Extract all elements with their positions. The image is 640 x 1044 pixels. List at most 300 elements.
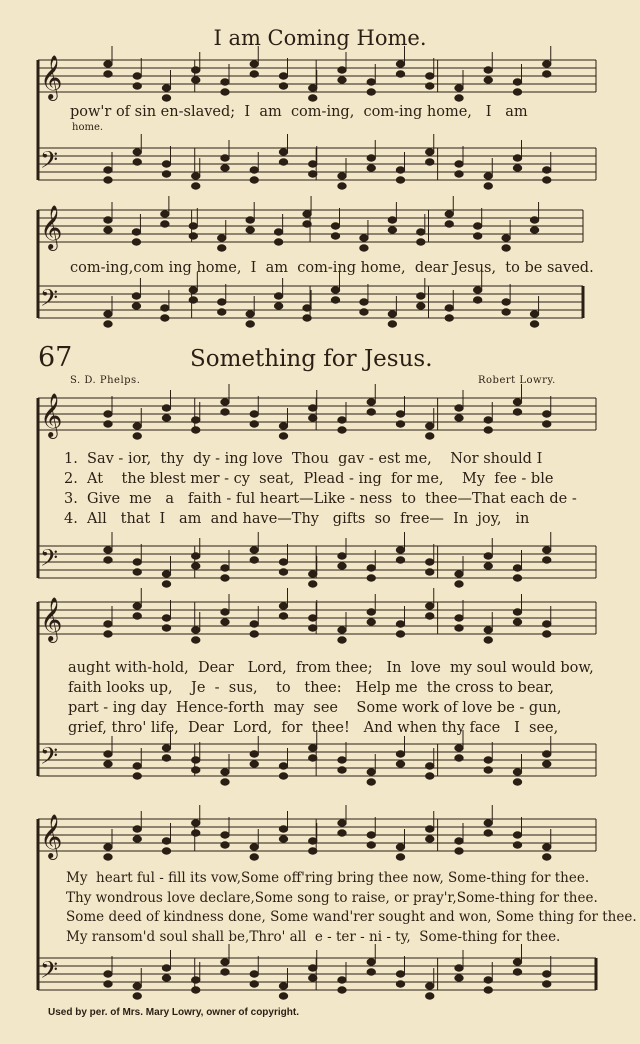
bass-clef-icon: 𝄢: [40, 544, 59, 577]
note-head: [104, 321, 112, 327]
note-head: [250, 411, 258, 417]
note-head: [338, 173, 346, 179]
note-head: [360, 309, 368, 315]
note-head: [513, 89, 521, 95]
note-head: [192, 637, 200, 643]
note-head: [426, 983, 434, 989]
treble-clef-icon: 𝄞: [40, 814, 63, 858]
note-head: [221, 79, 229, 85]
note-head: [396, 421, 404, 427]
note-head: [426, 433, 434, 439]
note-head: [426, 826, 434, 832]
note-head: [530, 227, 538, 233]
note-head: [426, 423, 434, 429]
note-head: [543, 971, 551, 977]
verse-line: Some deed of kindness done, Some wand'rer sought and won, Some thing for thee.: [66, 909, 637, 925]
note-head: [133, 149, 141, 155]
note-head: [426, 613, 434, 619]
note-head: [309, 161, 317, 167]
note-head: [221, 565, 229, 571]
note-head: [133, 423, 141, 429]
note-head: [367, 609, 375, 615]
note-head: [513, 399, 521, 405]
note-head: [367, 575, 375, 581]
note-head: [338, 563, 346, 569]
note-head: [455, 965, 463, 971]
note-head: [543, 981, 551, 987]
note-head: [250, 981, 258, 987]
note-head: [104, 61, 112, 67]
note-head: [162, 571, 170, 577]
note-head: [133, 559, 141, 565]
note-head: [543, 557, 551, 563]
note-head: [104, 71, 112, 77]
note-head: [543, 177, 551, 183]
note-head: [133, 763, 141, 769]
note-head: [543, 71, 551, 77]
note-head: [104, 751, 112, 757]
note-head: [162, 161, 170, 167]
note-head: [303, 305, 311, 311]
note-head: [513, 565, 521, 571]
note-head: [104, 981, 112, 987]
note-head: [279, 73, 287, 79]
note-head: [455, 85, 463, 91]
note-head: [104, 761, 112, 767]
note-head: [309, 615, 317, 621]
note-head: [133, 826, 141, 832]
note-head: [192, 173, 200, 179]
note-head: [484, 417, 492, 423]
note-head: [162, 965, 170, 971]
note-head: [162, 745, 170, 751]
note-head: [484, 173, 492, 179]
note-head: [513, 575, 521, 581]
note-head: [309, 848, 317, 854]
note-head: [367, 769, 375, 775]
note-head: [133, 569, 141, 575]
note-head: [396, 844, 404, 850]
note-head: [426, 993, 434, 999]
top-lyric-extra: home.: [72, 122, 104, 133]
note-head: [279, 983, 287, 989]
note-head: [221, 842, 229, 848]
note-head: [513, 959, 521, 965]
note-head: [473, 233, 481, 239]
note-head: [426, 603, 434, 609]
note-head: [484, 767, 492, 773]
verse-line: grief, thro' life, Dear Lord, for thee! And when thy face I see,: [68, 720, 559, 736]
note-head: [388, 217, 396, 223]
bass-clef-icon: 𝄢: [40, 146, 59, 179]
treble-clef-icon: 𝄞: [40, 205, 63, 249]
top-hymn-title: I am Coming Home.: [213, 26, 427, 50]
note-head: [192, 563, 200, 569]
note-head: [189, 233, 197, 239]
note-head: [338, 757, 346, 763]
note-head: [513, 832, 521, 838]
note-head: [484, 563, 492, 569]
note-head: [455, 171, 463, 177]
note-head: [132, 239, 140, 245]
note-head: [133, 836, 141, 842]
hymn-title: Something for Jesus.: [190, 346, 433, 372]
note-head: [455, 755, 463, 761]
note-head: [250, 167, 258, 173]
note-head: [250, 854, 258, 860]
note-head: [309, 171, 317, 177]
note-head: [338, 820, 346, 826]
note-head: [221, 89, 229, 95]
note-head: [484, 987, 492, 993]
note-head: [445, 315, 453, 321]
note-head: [133, 159, 141, 165]
note-head: [426, 559, 434, 565]
note-head: [331, 223, 339, 229]
note-head: [189, 223, 197, 229]
note-head: [502, 309, 510, 315]
note-head: [250, 751, 258, 757]
note-head: [543, 411, 551, 417]
note-head: [218, 245, 226, 251]
note-head: [104, 631, 112, 637]
note-head: [162, 405, 170, 411]
note-head: [367, 619, 375, 625]
note-head: [455, 848, 463, 854]
note-head: [133, 433, 141, 439]
note-head: [543, 761, 551, 767]
note-head: [513, 619, 521, 625]
note-head: [530, 311, 538, 317]
note-head: [367, 969, 375, 975]
note-head: [192, 977, 200, 983]
note-head: [338, 183, 346, 189]
note-head: [192, 77, 200, 83]
note-head: [513, 609, 521, 615]
note-head: [396, 621, 404, 627]
note-head: [279, 159, 287, 165]
top-lyric-line-2: com-ing,com ing home, I am com-ing home, dear Jesus, to be saved.: [70, 260, 594, 276]
note-head: [104, 557, 112, 563]
note-head: [133, 603, 141, 609]
note-head: [426, 569, 434, 575]
note-head: [309, 95, 317, 101]
note-head: [192, 987, 200, 993]
note-head: [104, 621, 112, 627]
note-head: [246, 217, 254, 223]
treble-clef-icon: 𝄞: [40, 393, 63, 437]
note-head: [484, 67, 492, 73]
note-head: [246, 227, 254, 233]
note-head: [192, 553, 200, 559]
bass-clef-icon: 𝄢: [40, 956, 59, 989]
note-head: [279, 423, 287, 429]
note-head: [396, 167, 404, 173]
note-head: [250, 844, 258, 850]
note-head: [279, 826, 287, 832]
note-head: [189, 287, 197, 293]
note-head: [455, 745, 463, 751]
note-head: [367, 842, 375, 848]
note-head: [309, 625, 317, 631]
note-head: [162, 85, 170, 91]
note-head: [192, 757, 200, 763]
note-head: [221, 575, 229, 581]
note-head: [303, 221, 311, 227]
note-head: [417, 293, 425, 299]
note-head: [338, 637, 346, 643]
note-head: [338, 627, 346, 633]
note-head: [279, 433, 287, 439]
note-head: [309, 838, 317, 844]
note-head: [473, 223, 481, 229]
note-head: [484, 77, 492, 83]
note-head: [396, 61, 404, 67]
note-head: [396, 761, 404, 767]
note-head: [279, 83, 287, 89]
note-head: [250, 631, 258, 637]
note-head: [162, 615, 170, 621]
verse-line: faith looks up, Je - sus, to thee: Help me the cross to bear,: [68, 680, 554, 696]
note-head: [367, 565, 375, 571]
note-head: [132, 303, 140, 309]
note-head: [162, 838, 170, 844]
note-head: [250, 557, 258, 563]
note-head: [388, 321, 396, 327]
note-head: [445, 211, 453, 217]
note-head: [309, 965, 317, 971]
note-head: [455, 161, 463, 167]
note-head: [303, 315, 311, 321]
note-head: [162, 95, 170, 101]
note-head: [309, 85, 317, 91]
note-head: [133, 613, 141, 619]
copyright-footer: Used by per. of Mrs. Mary Lowry, owner of copyright.: [48, 1007, 299, 1018]
note-head: [192, 820, 200, 826]
note-head: [162, 848, 170, 854]
note-head: [279, 836, 287, 842]
note-head: [274, 293, 282, 299]
note-head: [455, 838, 463, 844]
note-head: [279, 773, 287, 779]
note-head: [218, 309, 226, 315]
note-head: [279, 613, 287, 619]
note-head: [484, 427, 492, 433]
note-head: [455, 95, 463, 101]
note-head: [426, 83, 434, 89]
note-head: [367, 165, 375, 171]
note-head: [445, 221, 453, 227]
note-head: [455, 581, 463, 587]
note-head: [279, 569, 287, 575]
note-head: [221, 165, 229, 171]
note-head: [513, 842, 521, 848]
note-head: [338, 977, 346, 983]
note-head: [221, 399, 229, 405]
note-head: [502, 235, 510, 241]
note-head: [250, 61, 258, 67]
note-head: [502, 245, 510, 251]
note-head: [161, 221, 169, 227]
note-head: [543, 854, 551, 860]
note-head: [338, 830, 346, 836]
verse-line: Thy wondrous love declare,Some song to raise, or pray'r,Some-thing for thee.: [66, 890, 598, 906]
note-head: [543, 547, 551, 553]
note-head: [367, 399, 375, 405]
note-head: [192, 627, 200, 633]
note-head: [473, 297, 481, 303]
verse-line: 4. All that I am and have—Thy gifts so free— In joy, in: [64, 511, 530, 527]
note-head: [309, 755, 317, 761]
bass-clef-icon: 𝄢: [40, 742, 59, 775]
note-head: [331, 233, 339, 239]
note-head: [133, 983, 141, 989]
note-head: [417, 303, 425, 309]
note-head: [367, 409, 375, 415]
note-head: [192, 427, 200, 433]
note-head: [473, 287, 481, 293]
note-head: [162, 581, 170, 587]
hymn-number: 67: [38, 342, 73, 373]
note-head: [104, 844, 112, 850]
note-head: [426, 159, 434, 165]
note-head: [279, 603, 287, 609]
note-head: [396, 631, 404, 637]
note-head: [360, 235, 368, 241]
note-head: [104, 177, 112, 183]
note-head: [221, 959, 229, 965]
note-head: [162, 171, 170, 177]
note-head: [530, 217, 538, 223]
note-head: [396, 971, 404, 977]
note-head: [543, 751, 551, 757]
note-head: [161, 315, 169, 321]
note-head: [104, 217, 112, 223]
verse-line: 1. Sav - ior, thy dy - ing love Thou gav - est me, Nor should I: [64, 451, 543, 467]
note-head: [417, 239, 425, 245]
note-head: [484, 637, 492, 643]
note-head: [513, 409, 521, 415]
note-head: [484, 757, 492, 763]
note-head: [367, 959, 375, 965]
note-head: [396, 411, 404, 417]
note-head: [104, 547, 112, 553]
note-head: [221, 619, 229, 625]
note-head: [426, 773, 434, 779]
note-head: [367, 832, 375, 838]
note-head: [162, 755, 170, 761]
verse-line: My ransom'd soul shall be,Thro' all e - ter - ni - ty, Some-thing for thee.: [66, 929, 561, 945]
note-head: [309, 571, 317, 577]
verse-line: part - ing day Hence-forth may see Some work of love be - gun,: [68, 700, 562, 716]
note-head: [309, 405, 317, 411]
verse-line: aught with-hold, Dear Lord, from thee; In love my soul would bow,: [68, 660, 594, 676]
top-lyric-line-1: pow'r of sin en-slaved; I am com-ing, com-ing home, I am: [70, 104, 528, 120]
note-head: [221, 779, 229, 785]
note-head: [192, 67, 200, 73]
note-head: [484, 627, 492, 633]
verse-line: My heart ful - fill its vow,Some off'ring bring thee now, Some-thing for thee.: [66, 870, 590, 886]
note-head: [250, 177, 258, 183]
note-head: [455, 405, 463, 411]
note-head: [279, 559, 287, 565]
note-head: [133, 773, 141, 779]
note-head: [274, 229, 282, 235]
note-head: [192, 767, 200, 773]
note-head: [331, 297, 339, 303]
note-head: [133, 73, 141, 79]
note-head: [162, 975, 170, 981]
note-head: [484, 553, 492, 559]
note-head: [396, 854, 404, 860]
note-head: [162, 415, 170, 421]
note-head: [455, 625, 463, 631]
note-head: [250, 421, 258, 427]
note-head: [309, 581, 317, 587]
note-head: [246, 311, 254, 317]
treble-clef-icon: 𝄞: [40, 55, 63, 99]
note-head: [513, 769, 521, 775]
note-head: [543, 167, 551, 173]
note-head: [279, 763, 287, 769]
note-head: [104, 411, 112, 417]
note-head: [455, 571, 463, 577]
note-head: [104, 227, 112, 233]
note-head: [250, 621, 258, 627]
note-head: [388, 227, 396, 233]
note-head: [161, 211, 169, 217]
note-head: [189, 297, 197, 303]
note-head: [303, 211, 311, 217]
note-head: [396, 547, 404, 553]
note-head: [484, 977, 492, 983]
note-head: [192, 183, 200, 189]
note-head: [360, 299, 368, 305]
note-head: [513, 165, 521, 171]
note-head: [513, 79, 521, 85]
note-head: [455, 975, 463, 981]
hymn-author: S. D. Phelps.: [70, 375, 141, 386]
note-head: [338, 767, 346, 773]
note-head: [367, 779, 375, 785]
note-head: [513, 779, 521, 785]
note-head: [484, 183, 492, 189]
note-head: [338, 427, 346, 433]
note-head: [133, 83, 141, 89]
note-head: [133, 993, 141, 999]
note-head: [274, 303, 282, 309]
note-head: [396, 981, 404, 987]
note-head: [530, 321, 538, 327]
note-head: [104, 167, 112, 173]
note-head: [132, 293, 140, 299]
note-head: [279, 149, 287, 155]
note-head: [221, 609, 229, 615]
note-head: [161, 305, 169, 311]
note-head: [455, 615, 463, 621]
note-head: [309, 975, 317, 981]
note-head: [250, 547, 258, 553]
note-head: [250, 761, 258, 767]
note-head: [543, 844, 551, 850]
note-head: [543, 421, 551, 427]
note-head: [132, 229, 140, 235]
note-head: [250, 971, 258, 977]
note-head: [426, 73, 434, 79]
note-head: [543, 621, 551, 627]
note-head: [396, 751, 404, 757]
note-head: [218, 235, 226, 241]
